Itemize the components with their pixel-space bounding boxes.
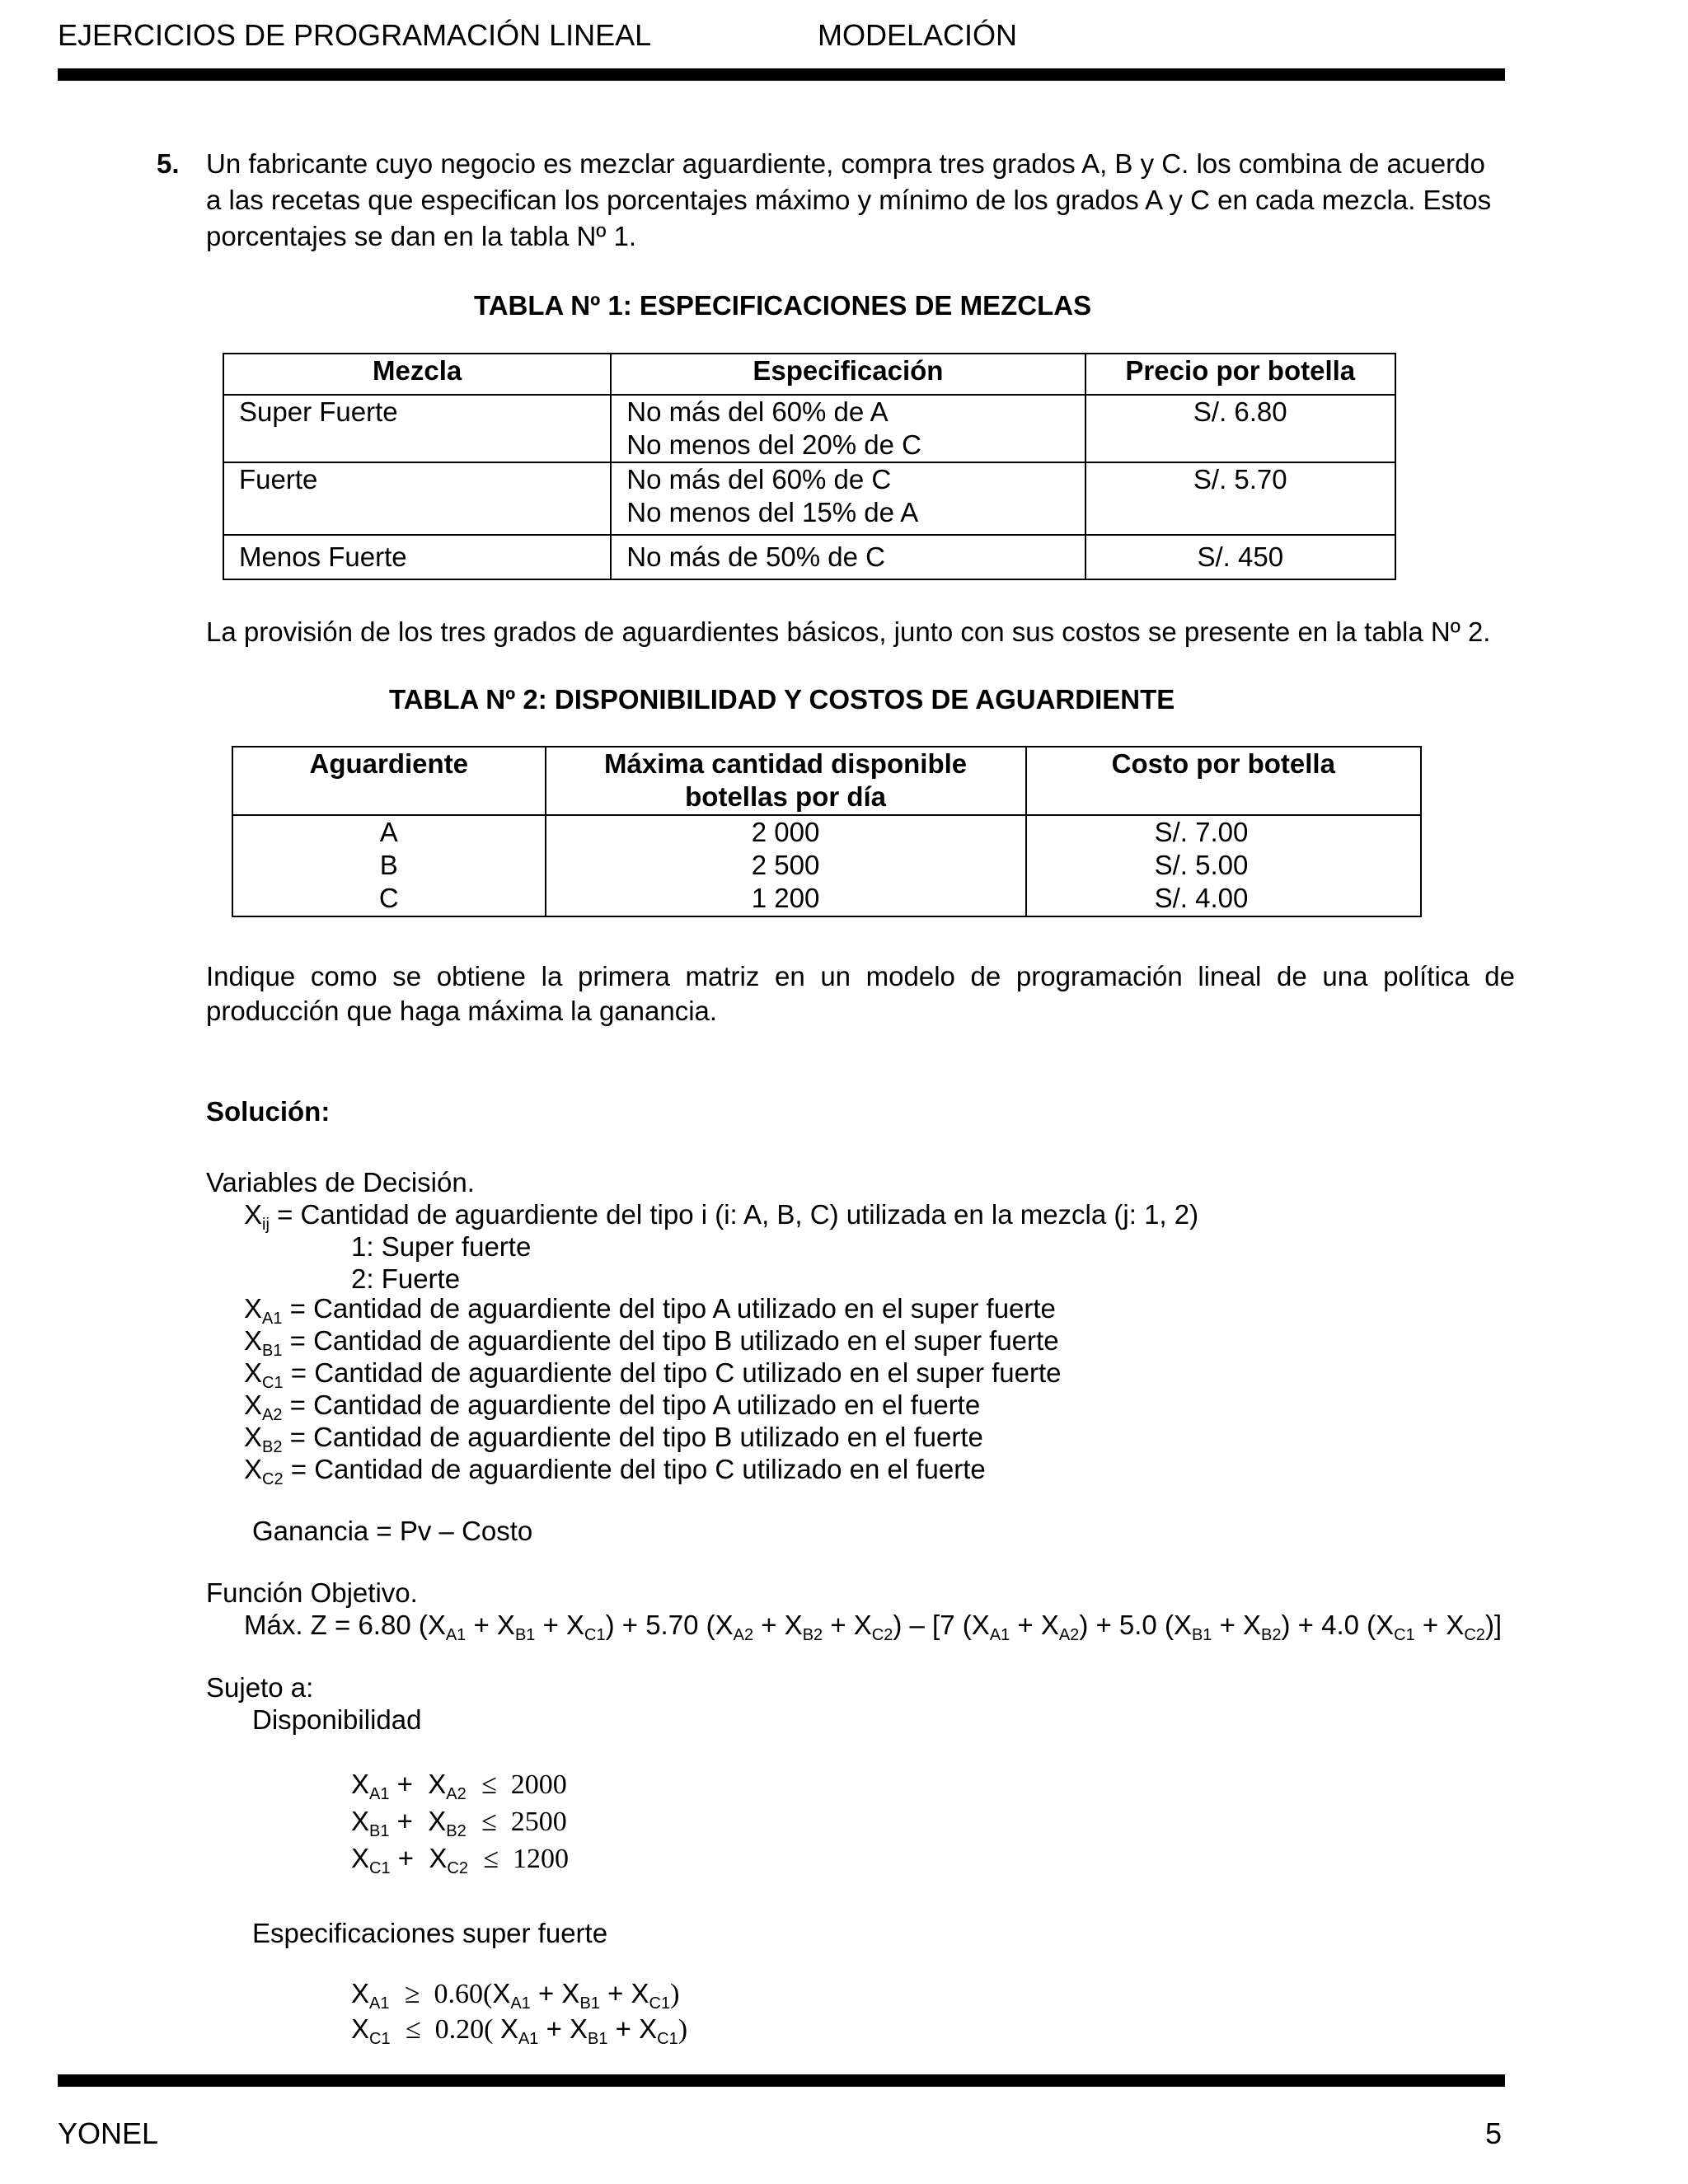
header-line: botellas por día: [685, 781, 887, 812]
spec-line: No menos del 15% de A: [626, 497, 919, 527]
table-row: [223, 395, 1395, 462]
table2-cell: S/. 7.00: [1026, 815, 1421, 849]
constraint-row: $X_{B1} + X_{B2} \le 2500$: [351, 1806, 567, 1840]
availability-constraints: [351, 1766, 569, 1877]
table2: [232, 746, 1422, 917]
table2-header-aguardiente: Aguardiente: [232, 747, 546, 815]
header-line: Máxima cantidad disponible: [604, 748, 968, 779]
table1-cell: No más de 50% de C: [611, 535, 1085, 579]
spec-line: No más del 60% de A: [626, 396, 889, 427]
table-row: [232, 882, 1421, 916]
solution-title: Solución:: [206, 1096, 331, 1127]
variables-title: Variables de Decisión.: [206, 1167, 475, 1197]
constraint-row: $X_{C1} \le 0.20$( $X_{A1} + X_{B1} + X_{C1}$): [351, 2013, 688, 2048]
table1-cell: S/. 6.80: [1085, 395, 1395, 462]
provision-text: La provisión de los tres grados de aguardientes básicos, junto con sus costos se presente en la tabla Nº 2.: [206, 616, 1491, 647]
table2-cell: B: [232, 849, 546, 882]
table1-cell: Super Fuerte: [223, 395, 611, 462]
table2-header-cantidad: [546, 747, 1026, 815]
objective-function: Máx. Z = 6.80 $(X_{A1} + X_{B1} + X_{C1}) + 5.70$ $(X_{A2} + X_{B2} + X_{C2}) - [7$ $(X_{A1} + X_{A2}) + 5.0$ $(X_{B1} + X_{B2}) + 4.0$ $(X_{C1} + X_{C2})$]: [244, 1610, 1503, 1644]
footer-rule: [58, 2074, 1505, 2087]
table2-cell: C: [232, 882, 546, 916]
spec-line: No más del 60% de C: [626, 464, 892, 494]
page-number: 5: [1485, 2116, 1503, 2150]
footer-left: YONEL: [58, 2116, 159, 2150]
constraint-row: $X_{A1} + X_{A2} \le 2000$: [351, 1769, 567, 1803]
question-line-1: [206, 958, 1515, 995]
list-item: $X_{B1}$ = Cantidad de aguardiente del tipo B utilizado en el super fuerte: [244, 1325, 1059, 1360]
problem-number: 5.: [157, 148, 180, 179]
constraint-row: $X_{A1} \ge 0.60(X_{A1} + X_{B1} + X_{C1})$: [351, 1978, 680, 2013]
availability-title: Disponibilidad: [252, 1704, 422, 1735]
table2-cell: 2 500: [546, 849, 1026, 882]
header-rule: [58, 68, 1505, 81]
table-row: [232, 849, 1421, 882]
table2-cell: A: [232, 815, 546, 849]
ganancia: Ganancia = Pv – Costo: [252, 1516, 533, 1546]
table2-title: TABLA Nº 2: DISPONIBILIDAD Y COSTOS DE AGUARDIENTE: [389, 684, 1175, 715]
mix-2: 2: Fuerte: [351, 1263, 461, 1294]
table2-cell: 2 000: [546, 815, 1026, 849]
table1-cell: S/. 5.70: [1085, 462, 1395, 535]
table1-cell: S/. 450: [1085, 535, 1395, 579]
objective-title: Función Objetivo.: [206, 1577, 418, 1608]
spec-line: No menos del 20% de C: [626, 429, 921, 460]
table-row: [223, 535, 1395, 579]
table1-header-precio: Precio por botella: [1085, 354, 1395, 395]
table2-header-costo: Costo por botella: [1026, 747, 1421, 815]
table1-cell: [611, 395, 1085, 462]
table2-cell: 1 200: [546, 882, 1026, 916]
table1-cell: Fuerte: [223, 462, 611, 535]
table1-title: TABLA Nº 1: ESPECIFICACIONES DE MEZCLAS: [474, 290, 1092, 321]
xij-definition: $X_{ij}$ = Cantidad de aguardiente del tipo i (i: A, B, C) utilizada en la mezcla (j: 1, 2): [244, 1199, 1199, 1234]
mix-1: 1: Super fuerte: [351, 1231, 532, 1262]
header-center: MODELACIÓN: [818, 18, 1018, 52]
table1-header-mezcla: Mezcla: [223, 354, 611, 395]
constraint-row: $X_{C1} + X_{C2} \le 1200$: [351, 1843, 569, 1877]
spec-super-constraints: [351, 1976, 687, 2047]
question-text: Indique como se obtiene la primera matriz en un modelo de programación lineal de una política de: [206, 961, 1515, 991]
list-item: $X_{A2}$ = Cantidad de aguardiente del tipo A utilizado en el fuerte: [244, 1390, 981, 1424]
list-item: $X_{B2}$ = Cantidad de aguardiente del tipo B utilizado en el fuerte: [244, 1422, 983, 1456]
variable-definitions: [244, 1292, 1062, 1488]
spec-super-title: Especificaciones super fuerte: [252, 1918, 608, 1948]
table1-cell: [611, 462, 1085, 535]
table2-cell: S/. 5.00: [1026, 849, 1421, 882]
table1-header-especificacion: Especificación: [611, 354, 1085, 395]
table1-cell: Menos Fuerte: [223, 535, 611, 579]
table2-cell: S/. 4.00: [1026, 882, 1421, 916]
problem-line-3: porcentajes se dan en la tabla Nº 1.: [206, 221, 637, 251]
problem-line-2: a las recetas que especifican los porcentajes máximo y mínimo de los grados A y C en cada mezcla. Estos: [206, 185, 1492, 215]
list-item: $X_{C1}$ = Cantidad de aguardiente del tipo C utilizado en el super fuerte: [244, 1357, 1062, 1392]
list-item: $X_{C2}$ = Cantidad de aguardiente del tipo C utilizado en el fuerte: [244, 1454, 986, 1488]
table1: [223, 353, 1396, 580]
table-row: [223, 462, 1395, 535]
subject-to: Sujeto a:: [206, 1672, 314, 1703]
table-row: [232, 815, 1421, 849]
list-item: $X_{A1}$ = Cantidad de aguardiente del tipo A utilizado en el super fuerte: [244, 1293, 1056, 1328]
header-left: EJERCICIOS DE PROGRAMACIÓN LINEAL: [58, 18, 652, 52]
question-line-2: producción que haga máxima la ganancia.: [206, 996, 718, 1026]
problem-line-1: Un fabricante cuyo negocio es mezclar aguardiente, compra tres grados A, B y C. los combina de acuerdo: [206, 148, 1485, 179]
xij-def-text: = Cantidad de aguardiente del tipo i (i: A, B, C) utilizada en la mezcla (j: 1, 2): [277, 1199, 1199, 1230]
